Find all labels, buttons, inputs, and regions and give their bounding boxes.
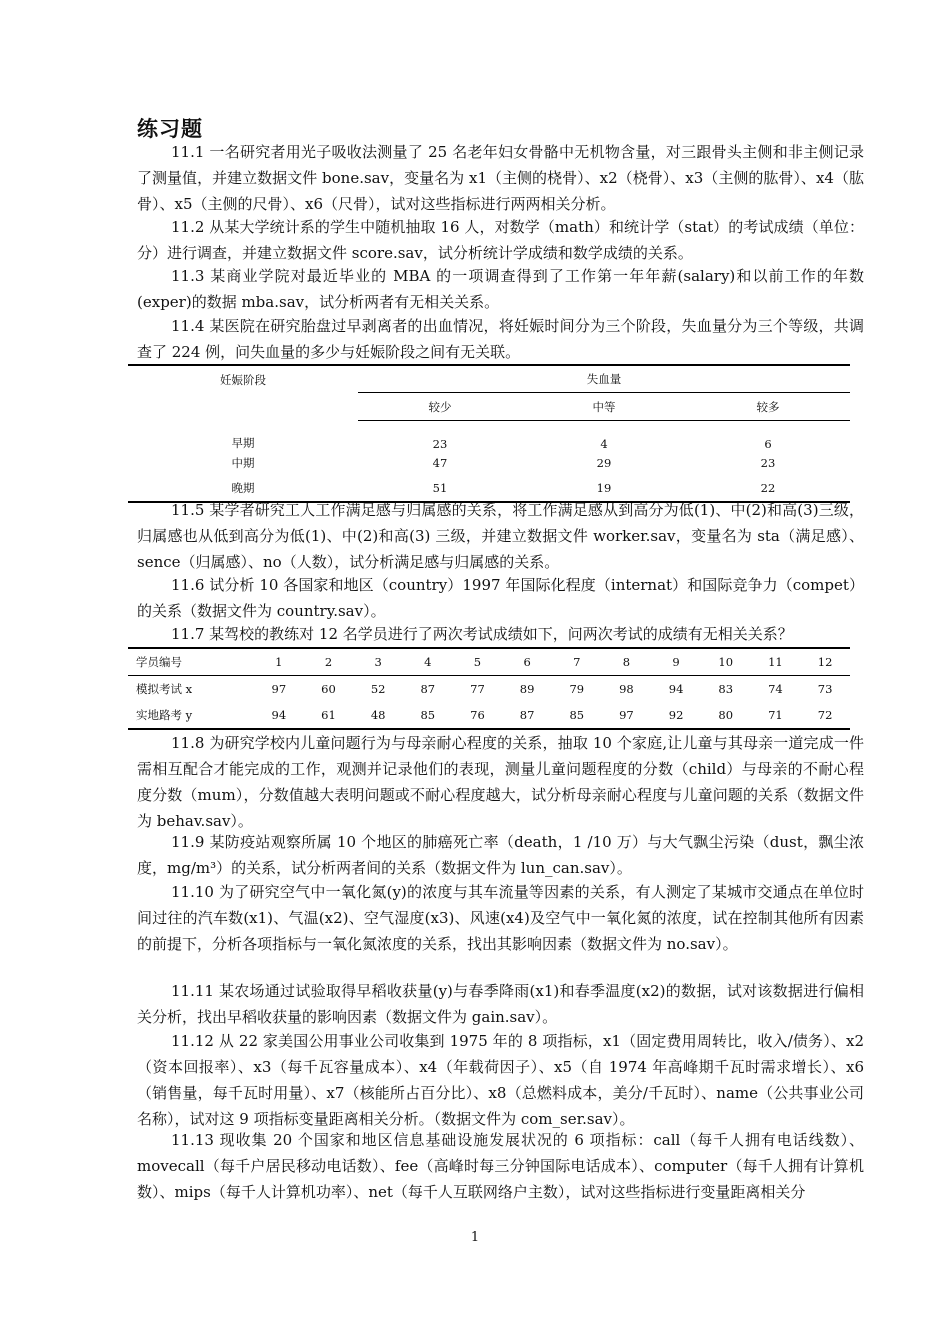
driving-scores-table bbox=[128, 647, 850, 730]
table-cell: 11 bbox=[751, 648, 801, 676]
table-row bbox=[128, 451, 850, 476]
table-cell: 77 bbox=[470, 682, 485, 696]
exercise-11-7: 11.7 某驾校的教练对 12 名学员进行了两次考试成绩如下，问两次考试的成绩有无相关关系？ bbox=[171, 625, 793, 643]
table-cell: 3 bbox=[353, 648, 403, 676]
exercise-11-5: 11.5 某学者研究工人工作满足感与归属感的关系，将工作满足感从到高分为低(1)、中(2)和高(3)三级，归属感也从低到高分为低(1)、中(2)和高(3) 三级，并建立数据文件 worker.sav，变量名为 sta（满足感）、sence（归属感）、no（人数），试分析满足感与归属感的关系。 bbox=[137, 501, 864, 571]
exercise-11-3: 11.3 某商业学院对最近毕业的 MBA 的一项调查得到了工作第一年年薪(salary)和以前工作的年数(exper)的数据 mba.sav，试分析两者有无相关关系。 bbox=[137, 267, 864, 311]
exercise-11-8: 11.8 为研究学校内儿童问题行为与母亲耐心程度的关系，抽取 10 个家庭,让儿童与其母亲一道完成一件需相互配合才能完成的工作，观测并记录他们的表现，测量儿童问题程度的分数（child）与母亲的不耐心程度分数（mum），分数值越大表明问题或不耐心程度越大，试分析母亲耐心程度与儿童问题的关系（数据文件为 behav.sav）。 bbox=[137, 734, 864, 830]
table-cell: 6 bbox=[764, 436, 772, 451]
table-cell: 2 bbox=[304, 648, 354, 676]
table-row bbox=[128, 702, 850, 729]
exercise-11-2: 11.2 从某大学统计系的学生中随机抽取 16 人，对数学（math）和统计学（stat）的考试成绩（单位：分）进行调查，并建立数据文件 score.sav，试分析统计学成绩和数学成绩的关系。 bbox=[137, 218, 864, 262]
table-header-level: 中等 bbox=[522, 393, 686, 421]
exercise-11-6: 11.6 试分析 10 各国家和地区（country）1997 年国际化程度（internat）和国际竞争力（compet）的关系（数据文件为 country.sav）。 bbox=[137, 576, 864, 620]
exercise-11-4: 11.4 某医院在研究胎盘过早剥离者的出血情况，将妊娠时间分为三个阶段，失血量分为三个等级，共调查了 224 例，问失血量的多少与妊娠阶段之间有无关联。 bbox=[137, 317, 864, 361]
table-cell: 中期 bbox=[231, 456, 255, 470]
table-cell: 97 bbox=[271, 682, 287, 696]
table-cell: 87 bbox=[519, 708, 535, 722]
table-cell: 10 bbox=[701, 648, 751, 676]
table-header-id: 学员编号 bbox=[128, 648, 254, 676]
table-cell: 83 bbox=[718, 682, 734, 696]
table-cell: 47 bbox=[432, 456, 448, 470]
table-cell: 8 bbox=[602, 648, 652, 676]
table-header-stage: 妊娠阶段 bbox=[220, 373, 266, 387]
blood-loss-table bbox=[128, 364, 850, 503]
table-cell: 72 bbox=[817, 708, 833, 722]
exercise-11-1: 11.1 一名研究者用光子吸收法测量了 25 名老年妇女骨骼中无机物含量，对三跟骨头主侧和非主侧记录了测量值，并建立数据文件 bone.sav，变量名为 x1（主侧的桡骨）、x2（桡骨）、x3（主侧的肱骨）、x4（肱骨）、x5（主侧的尺骨）、x6（尺骨），试对这些指标进行两两相关分析。 bbox=[137, 143, 864, 213]
table-cell: 29 bbox=[596, 456, 612, 470]
table-cell: 94 bbox=[668, 682, 684, 696]
table-cell: 12 bbox=[800, 648, 850, 676]
exercise-11-12: 11.12 从 22 家美国公用事业公司收集到 1975 年的 8 项指标，x1（固定费用周转比，收入/债务）、x2（资本回报率）、x3（每千瓦容量成本）、x4（年载荷因子）、x5（自 1974 年高峰期千瓦时需求增长）、x6（销售量，每千瓦时用量）、x7（核能所占百分比）、x8（总燃料成本，美分/千瓦时）、name（公共事业公司名称），试对这 9 项指标变量距离相关分析。（数据文件为 com_ser.sav）。 bbox=[137, 1032, 864, 1128]
table-cell: 85 bbox=[420, 708, 436, 722]
table-cell: 48 bbox=[370, 708, 386, 722]
exercise-11-13: 11.13 现收集 20 个国家和地区信息基础设施发展状况的 6 项指标：call（每千人拥有电话线数）、movecall（每千户居民移动电话数）、fee（高峰时每三分钟国际电话成本）、computer（每千人拥有计算机数）、mips（每千人计算机功率）、net（每千人互联网络户主数），试对这些指标进行变量距离相关分 bbox=[137, 1131, 864, 1201]
table-cell: 73 bbox=[817, 682, 833, 696]
table-row bbox=[128, 676, 850, 703]
table-cell: 早期 bbox=[231, 435, 255, 450]
table-cell: 60 bbox=[321, 682, 336, 696]
table-row bbox=[128, 421, 850, 451]
table-cell: 23 bbox=[432, 436, 448, 451]
table-cell: 6 bbox=[502, 648, 552, 676]
table-cell: 97 bbox=[619, 708, 634, 722]
page-number: 1 bbox=[470, 1230, 480, 1245]
table-cell: 晚期 bbox=[231, 481, 255, 495]
table-header-level: 较少 bbox=[358, 393, 522, 421]
table-cell: 94 bbox=[271, 708, 287, 722]
table-cell: 22 bbox=[760, 481, 776, 495]
table-header-loss: 失血量 bbox=[586, 372, 622, 386]
table-header-level: 较多 bbox=[686, 393, 850, 421]
table-row-label: 模拟考试 x bbox=[136, 682, 193, 696]
table-cell: 23 bbox=[760, 456, 776, 470]
exercise-11-9: 11.9 某防疫站观察所属 10 个地区的肺癌死亡率（death，1 /10 万）与大气飘尘污染（dust，飘尘浓度，mg/m³）的关系，试分析两者间的关系（数据文件为 lun_can.sav）。 bbox=[137, 833, 864, 877]
table-cell: 61 bbox=[321, 708, 336, 722]
table-cell: 80 bbox=[718, 708, 734, 722]
table-cell: 87 bbox=[420, 682, 436, 696]
table-cell: 98 bbox=[619, 682, 634, 696]
table-cell: 79 bbox=[569, 682, 585, 696]
page-title: 练习题 bbox=[137, 117, 203, 141]
exercise-11-10: 11.10 为了研究空气中一氧化氮(y)的浓度与其车流量等因素的关系，有人测定了某城市交通点在单位时间过往的汽车数(x1)、气温(x2)、空气湿度(x3)、风速(x4)及空气中一氧化氮的浓度，试在控制其他所有因素的前提下，分析各项指标与一氧化氮浓度的关系，找出其影响因素（数据文件为 no.sav）。 bbox=[137, 883, 864, 953]
table-cell: 4 bbox=[600, 436, 608, 451]
table-cell: 76 bbox=[470, 708, 485, 722]
table-cell: 1 bbox=[254, 648, 304, 676]
table-row-label: 实地路考 y bbox=[136, 708, 193, 722]
table-cell: 19 bbox=[596, 481, 612, 495]
table-cell: 7 bbox=[552, 648, 602, 676]
table-cell: 9 bbox=[651, 648, 701, 676]
table-cell: 71 bbox=[768, 708, 783, 722]
table-cell: 51 bbox=[432, 481, 448, 495]
table-cell: 89 bbox=[519, 682, 535, 696]
exercise-11-11: 11.11 某农场通过试验取得早稻收获量(y)与春季降雨(x1)和春季温度(x2)的数据，试对该数据进行偏相关分析，找出早稻收获量的影响因素（数据文件为 gain.sav）。 bbox=[137, 982, 864, 1026]
table-header-row bbox=[128, 648, 850, 676]
table-cell: 74 bbox=[768, 682, 783, 696]
table-cell: 52 bbox=[370, 682, 386, 696]
table-cell: 4 bbox=[403, 648, 453, 676]
table-cell: 85 bbox=[569, 708, 585, 722]
table-cell: 5 bbox=[453, 648, 503, 676]
table-cell: 92 bbox=[668, 708, 684, 722]
